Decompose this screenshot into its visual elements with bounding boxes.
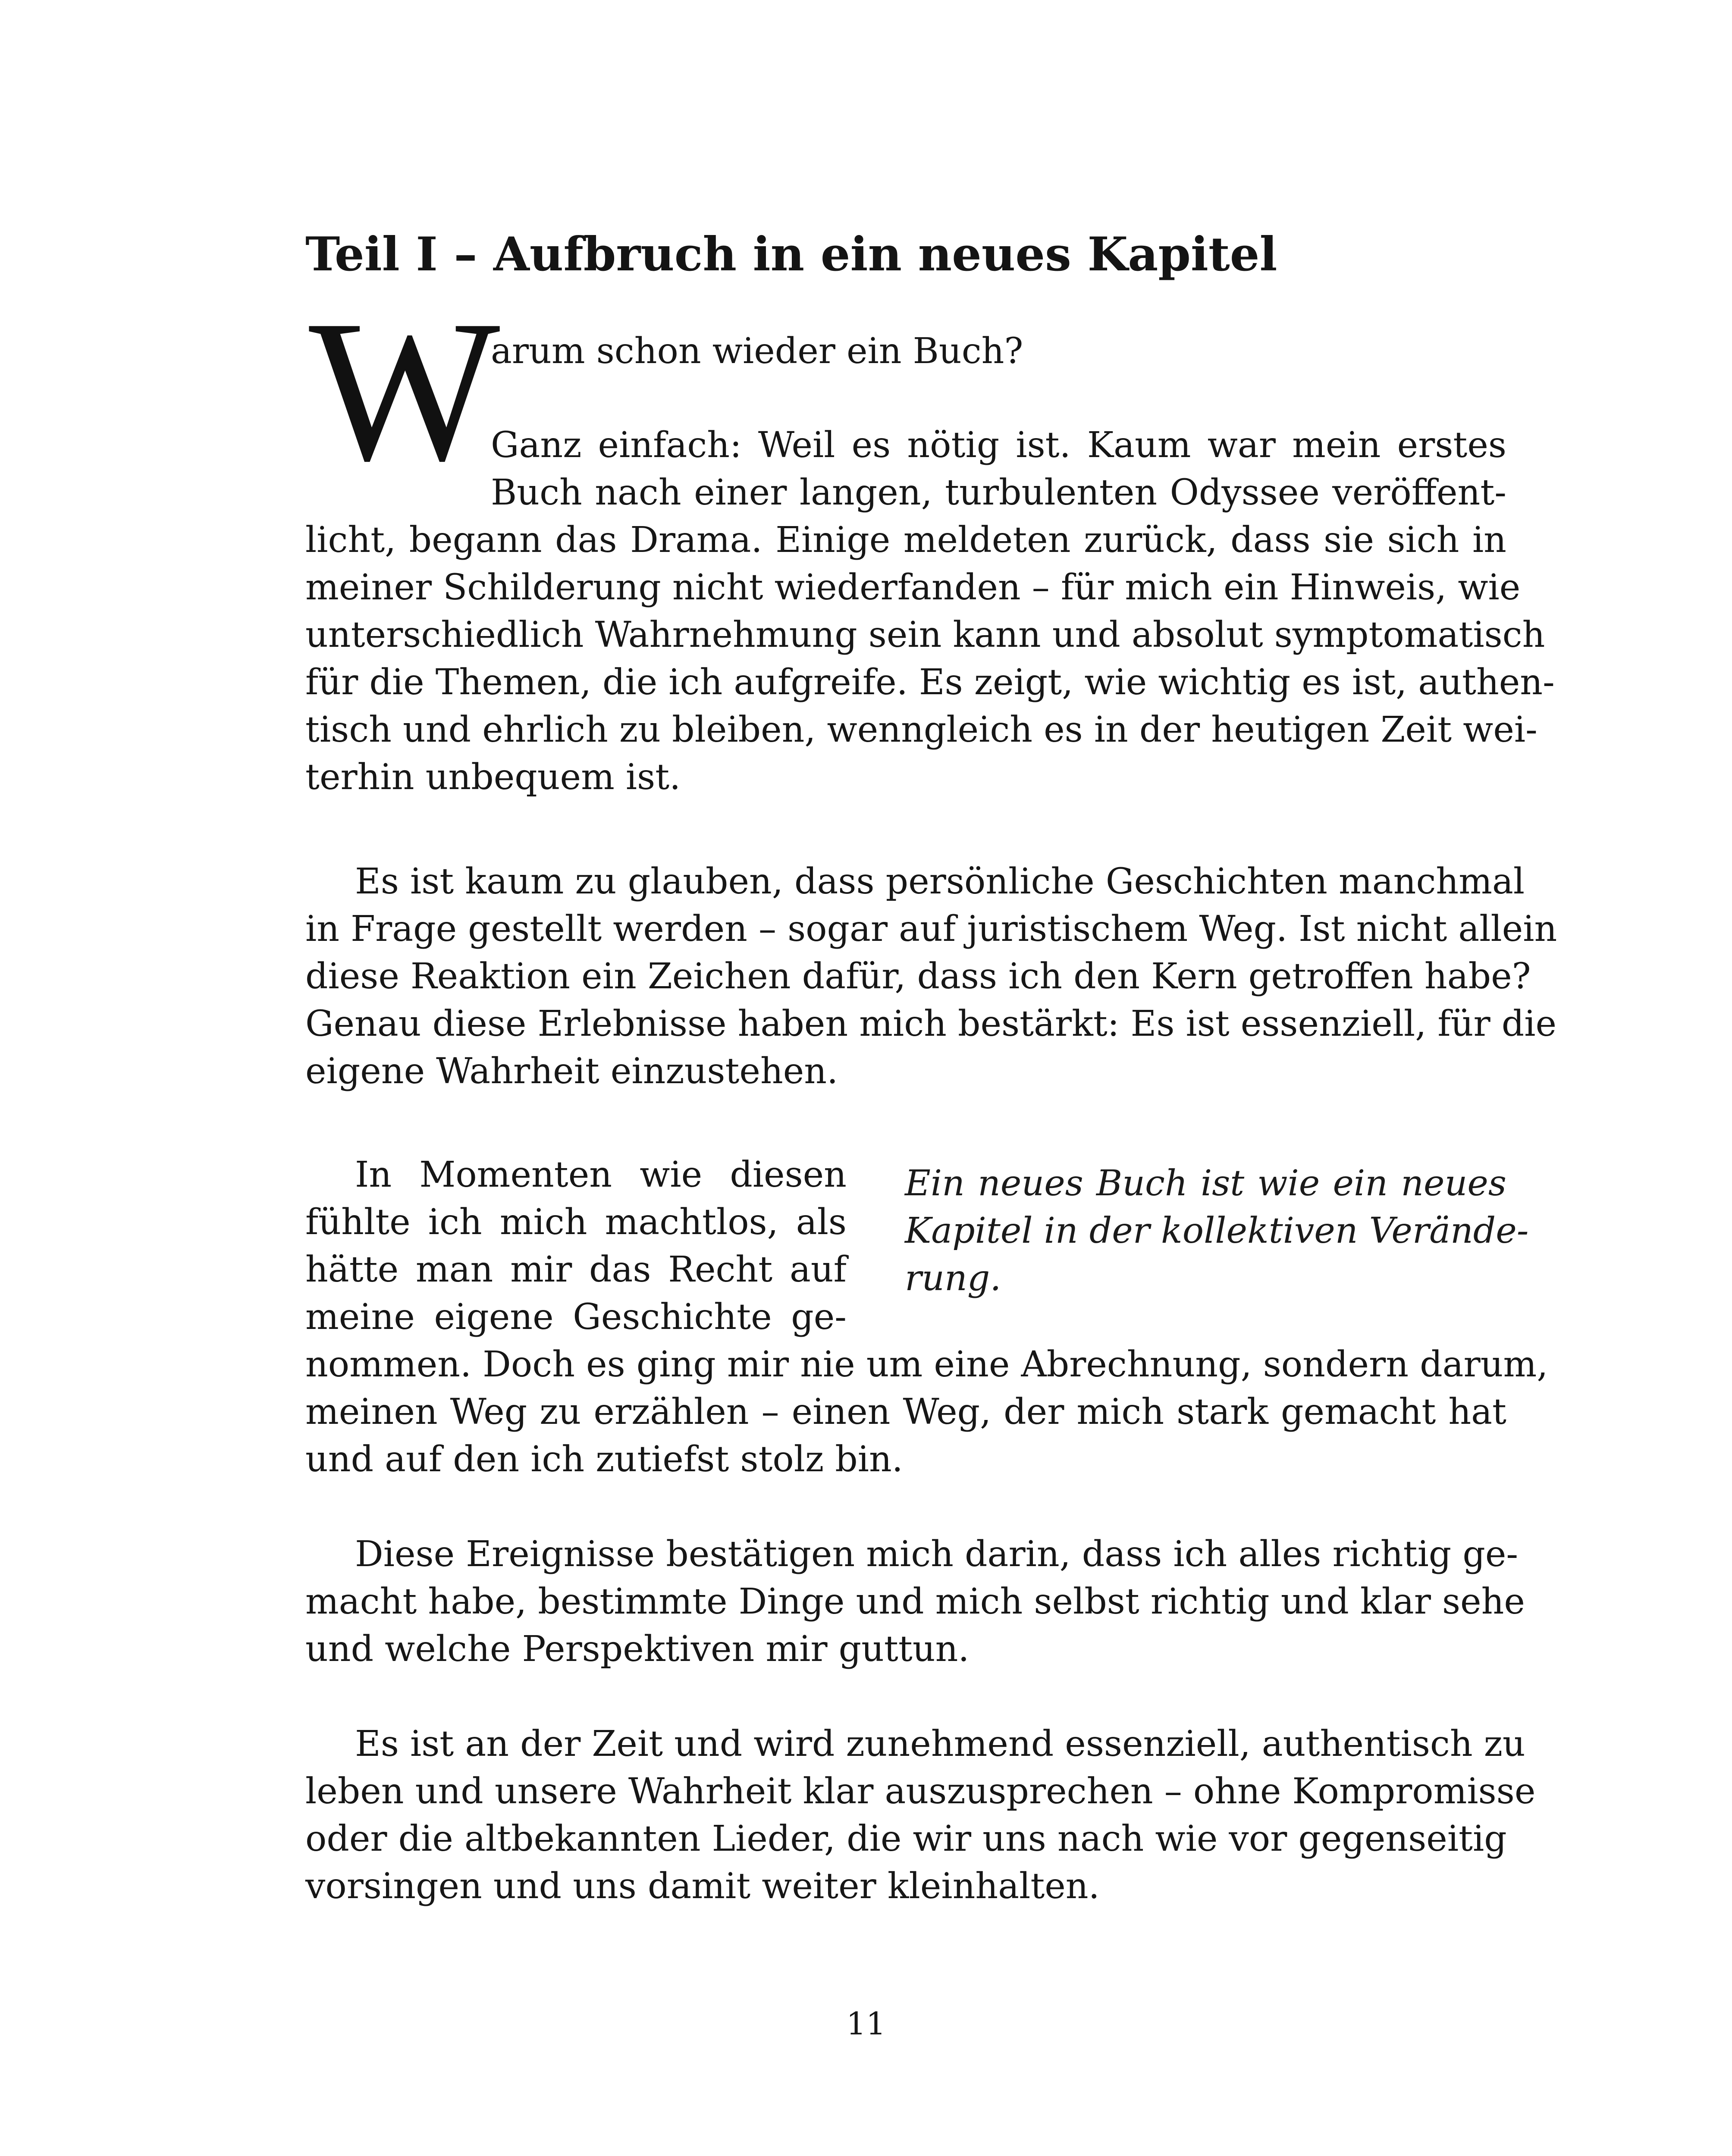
pull-quote-line: rung. [905, 1258, 1001, 1299]
text-line: Genau diese Erlebnisse haben mich bestärkt: Es ist essenziell, für die [305, 1003, 1557, 1044]
text-line: In Momenten wie diesen [355, 1154, 847, 1195]
text-line: hätte man mir das Recht auf [305, 1249, 847, 1290]
text-line: und welche Perspektiven mir guttun. [305, 1629, 970, 1670]
text-line: tisch und ehrlich zu bleiben, wenngleich es in der heutigen Zeit wei- [305, 709, 1537, 750]
text-line: fühlte ich mich machtlos, als [305, 1202, 847, 1243]
text-line: für die Themen, die ich aufgreife. Es zeigt, wie wichtig es ist, authen- [305, 662, 1555, 703]
page-number: 11 [846, 2006, 886, 2042]
text-line: oder die altbekannten Lieder, die wir uns nach wie vor gegenseitig [305, 1818, 1507, 1859]
text-line: unterschiedlich Wahrnehmung sein kann und absolut symptomatisch [305, 614, 1545, 655]
text-line: arum schon wieder ein Buch? [491, 331, 1023, 372]
text-line: Es ist an der Zeit und wird zunehmend essenziell, authentisch zu [355, 1724, 1525, 1764]
text-line: meine eigene Geschichte ge- [305, 1297, 847, 1338]
text-line: licht, begann das Drama. Einige meldeten zurück, dass sie sich in [305, 520, 1506, 561]
text-line: macht habe, bestimmte Dinge und mich selbst richtig und klar sehe [305, 1581, 1525, 1622]
text-line: nommen. Doch es ging mir nie um eine Abrechnung, sondern darum, [305, 1344, 1548, 1385]
text-line: in Frage gestellt werden – sogar auf juristischem Weg. Ist nicht allein [305, 909, 1557, 950]
text-line: Buch nach einer langen, turbulenten Odyssee veröffent- [491, 472, 1506, 513]
text-line: terhin unbequem ist. [305, 757, 681, 798]
text-line: und auf den ich zutiefst stolz bin. [305, 1439, 903, 1480]
text-line: Ganz einfach: Weil es nötig ist. Kaum war mein erstes [491, 425, 1506, 466]
text-line: Es ist kaum zu glauben, dass persönliche Geschichten manchmal [355, 861, 1525, 902]
text-line: meinen Weg zu erzählen – einen Weg, der mich stark gemacht hat [305, 1391, 1506, 1432]
pull-quote-line: Kapitel in der kollektiven Verände- [905, 1210, 1529, 1251]
text-line: eigene Wahrheit einzustehen. [305, 1051, 838, 1092]
text-line: meiner Schilderung nicht wiederfanden – für mich ein Hinweis, wie [305, 567, 1521, 608]
drop-cap: W [309, 278, 500, 503]
text-line: leben und unsere Wahrheit klar auszusprechen – ohne Kompromisse [305, 1771, 1536, 1812]
text-line: diese Reaktion ein Zeichen dafür, dass ich den Kern getroffen habe? [305, 956, 1531, 997]
text-line: vorsingen und uns damit weiter kleinhalten. [305, 1866, 1100, 1907]
chapter-heading: Teil I – Aufbruch in ein neues Kapitel [305, 227, 1277, 282]
pull-quote-line: Ein neues Buch ist wie ein neues [905, 1163, 1506, 1204]
text-line: Diese Ereignisse bestätigen mich darin, dass ich alles richtig ge- [355, 1534, 1519, 1575]
